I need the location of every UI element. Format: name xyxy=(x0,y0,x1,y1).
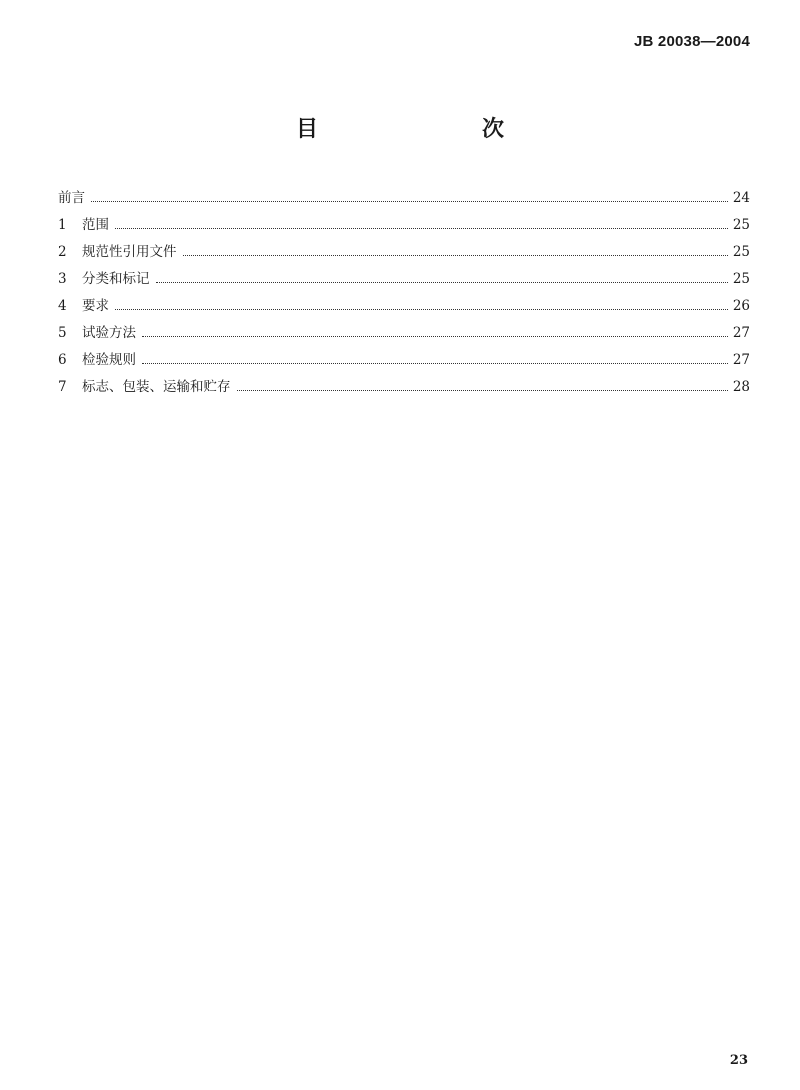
dot-leader xyxy=(156,282,729,283)
dot-leader xyxy=(142,363,728,364)
toc-entry-page: 25 xyxy=(732,271,750,287)
toc-entry-number: 2 xyxy=(58,244,67,260)
toc-entry-label: 范围 xyxy=(82,217,109,233)
toc-entry-label: 试验方法 xyxy=(82,325,136,341)
toc-entry-number: 1 xyxy=(58,217,67,233)
page-title: 目 次 xyxy=(295,117,544,142)
toc-entry-page: 25 xyxy=(732,217,750,233)
toc-entry-page: 27 xyxy=(732,325,750,341)
toc-entry-label: 检验规则 xyxy=(82,352,136,368)
toc-entry-scope[interactable] xyxy=(58,213,750,240)
dot-leader xyxy=(115,228,728,229)
toc-entry-page: 25 xyxy=(732,244,750,260)
page-number: 23 xyxy=(729,1053,748,1068)
toc-entry-page: 24 xyxy=(732,190,750,206)
toc-entry-page: 26 xyxy=(732,298,750,314)
toc-entry-requirements[interactable] xyxy=(58,294,750,321)
toc-entry-label: 标志、包装、运输和贮存 xyxy=(82,379,231,395)
toc-entry-normative-references[interactable] xyxy=(58,240,750,267)
dot-leader xyxy=(183,255,729,256)
dot-leader xyxy=(142,336,728,337)
toc-entry-marking-packaging[interactable] xyxy=(58,375,750,402)
toc-entry-page: 28 xyxy=(732,379,750,395)
toc-entry-number: 3 xyxy=(58,271,67,287)
toc-entry-classification[interactable] xyxy=(58,267,750,294)
dot-leader xyxy=(237,390,729,391)
toc-entry-number: 7 xyxy=(58,379,67,395)
toc-entry-page: 27 xyxy=(732,352,750,368)
toc-entry-inspection-rules[interactable] xyxy=(58,348,750,375)
table-of-contents xyxy=(58,186,750,402)
toc-entry-test-methods[interactable] xyxy=(58,321,750,348)
toc-entry-number: 4 xyxy=(58,298,67,314)
standard-code: JB 20038—2004 xyxy=(633,33,750,50)
toc-entry-foreword[interactable] xyxy=(58,186,750,213)
toc-entry-label: 分类和标记 xyxy=(82,271,150,287)
toc-entry-number: 5 xyxy=(58,325,67,341)
toc-entry-label: 前言 xyxy=(58,190,85,206)
dot-leader xyxy=(91,201,728,202)
toc-entry-label: 规范性引用文件 xyxy=(82,244,177,260)
dot-leader xyxy=(115,309,728,310)
toc-entry-label: 要求 xyxy=(82,298,109,314)
toc-entry-number: 6 xyxy=(58,352,67,368)
